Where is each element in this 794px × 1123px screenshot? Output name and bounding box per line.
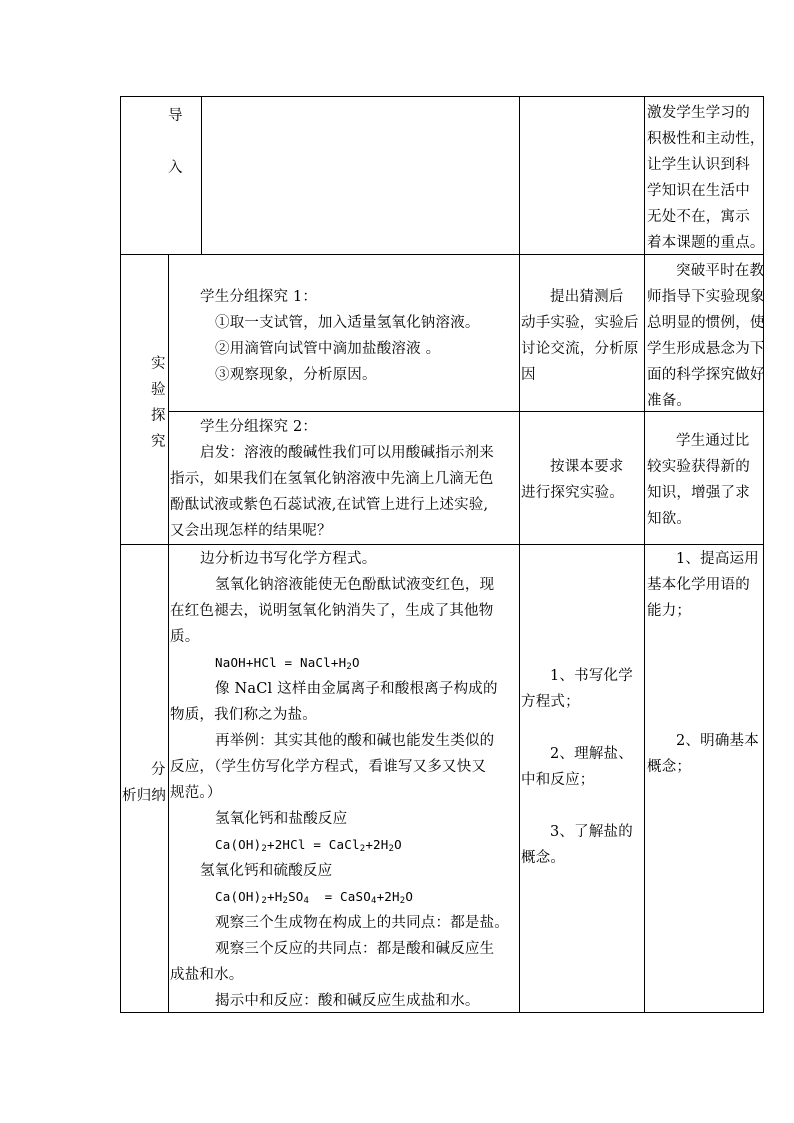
intro-purpose-line: 让学生认识到科 — [647, 157, 750, 173]
analysis-p4: 规范。） — [170, 785, 222, 801]
explore2-student-line: 按课本要求 — [550, 459, 624, 475]
analysis-student-item: 概念。 — [521, 850, 566, 866]
explore1-step: ③观察现象，分析原因。 — [215, 367, 377, 383]
explore2-purpose-line: 较实验获得新的 — [647, 459, 750, 475]
analysis-student-item: 2、理解盐、 — [550, 746, 633, 762]
equation-caoh2-h2so4: $Ca(OH)_2+H_2SO_4$ = $CaSO_4+2H_2O$ — [215, 889, 414, 906]
reaction-label: 氢氧化钙和硫酸反应 — [200, 863, 333, 879]
intro-purpose-line: 学知识在生活中 — [647, 183, 750, 199]
explore1-student-line: 提出猜测后 — [550, 289, 624, 305]
col-divider-intro — [201, 96, 202, 254]
equation-caoh2-hcl: $Ca(OH)_2+2HCl$ = $CaCl_2+2H_2O$ — [215, 837, 402, 854]
analysis-purpose-item: 1、提高运用 — [676, 551, 759, 567]
explore1-purpose-line: 总明显的惯例，使 — [647, 315, 765, 331]
observation-reactions: 观察三个反应的共同点：都是酸和碱反应生 — [215, 941, 495, 957]
analysis-intro: 边分析边书写化学方程式。 — [200, 551, 377, 567]
explore-label-1: 实 — [151, 356, 166, 372]
explore2-title: 学生分组探究 2： — [200, 419, 318, 435]
analysis-student-item: 1、书写化学 — [550, 668, 633, 684]
analysis-p3: 像 NaCl 这样由金属离子和酸根离子构成的 — [215, 681, 498, 697]
neutralization-definition: 揭示中和反应：酸和碱反应生成盐和水。 — [215, 993, 480, 1009]
observation-products: 观察三个生成物在构成上的共同点：都是盐。 — [215, 915, 509, 931]
explore1-purpose-line: 准备。 — [647, 393, 692, 409]
intro-purpose-line: 着本课题的重点。 — [647, 235, 765, 251]
analysis-p2: 氢氧化钠溶液能使无色酚酞试液变红色，现 — [215, 577, 495, 593]
analysis-label-2: 析归纳 — [122, 788, 167, 804]
explore1-purpose-line: 突破平时在教 — [676, 263, 765, 279]
explore-label-2: 验 — [151, 382, 166, 398]
reaction-label: 氢氧化钙和盐酸反应 — [215, 811, 348, 827]
analysis-purpose-item: 2、明确基本 — [676, 733, 759, 749]
observation-reactions: 成盐和水。 — [170, 967, 244, 983]
explore2-student-line: 进行探究实验。 — [521, 485, 624, 501]
analysis-label-1: 分 — [151, 762, 166, 778]
explore1-title: 学生分组探究 1： — [200, 289, 318, 305]
explore1-purpose-line: 面的科学探究做好 — [647, 367, 765, 383]
analysis-p4: 反应，（学生仿写化学方程式，看谁写又多又快又 — [170, 759, 487, 775]
analysis-student-item: 方程式； — [521, 694, 580, 710]
equation-naoh-hcl: NaOH+HCl = $NaCl+H_2O$ — [215, 655, 360, 672]
analysis-purpose-item: 能力； — [647, 603, 692, 619]
explore1-purpose-line: 师指导下实验现象 — [647, 289, 765, 305]
explore2-line: 指示，如果我们在氢氧化钠溶液中先滴上几滴无色 — [170, 471, 494, 487]
intro-purpose-line: 无处不在，寓示 — [647, 209, 750, 225]
intro-label-1: 导 — [168, 108, 183, 124]
explore1-step: ②用滴管向试管中滴加盐酸溶液 。 — [215, 341, 441, 357]
explore-label-4: 究 — [151, 434, 166, 450]
col-divider-student — [519, 96, 520, 1013]
analysis-student-item: 3、了解盐的 — [550, 824, 633, 840]
analysis-p2: 在红色褪去，说明氢氧化钠消失了，生成了其他物 — [170, 603, 494, 619]
explore1-student-line: 动手实验，实验后 — [521, 315, 639, 331]
analysis-purpose-item: 基本化学用语的 — [647, 577, 750, 593]
explore2-purpose-line: 学生通过比 — [676, 433, 750, 449]
explore2-line: 酚酞试液或紫色石蕊试液,在试管上进行上述实验, — [170, 497, 489, 513]
row-divider-explore — [120, 544, 764, 545]
explore1-purpose-line: 学生形成悬念为下 — [647, 341, 765, 357]
analysis-p2: 质。 — [170, 629, 200, 645]
explore2-line: 又会出现怎样的结果呢？ — [170, 523, 332, 539]
table-border-top — [120, 96, 764, 97]
intro-purpose-line: 积极性和主动性， — [647, 131, 765, 147]
explore2-line: 启发：溶液的酸碱性我们可以用酸碱指示剂来 — [200, 445, 494, 461]
analysis-p4: 再举例：其实其他的酸和碱也能发生类似的 — [215, 733, 495, 749]
explore2-purpose-line: 知欲。 — [647, 511, 692, 527]
col-divider-label — [168, 254, 169, 1012]
explore-label-3: 探 — [151, 408, 166, 424]
analysis-student-item: 中和反应； — [521, 772, 595, 788]
analysis-p3: 物质，我们称之为盐。 — [170, 707, 317, 723]
explore1-step: ①取一支试管，加入适量氢氧化钠溶液。 — [215, 315, 480, 331]
intro-purpose-line: 激发学生学习的 — [647, 105, 750, 121]
analysis-purpose-item: 概念； — [647, 759, 692, 775]
intro-label-2: 入 — [168, 160, 183, 176]
explore1-student-line: 因 — [521, 367, 536, 383]
explore2-purpose-line: 知识，增强了求 — [647, 485, 750, 501]
table-border-left — [120, 96, 121, 1013]
col-divider-purpose — [644, 96, 645, 1013]
explore1-student-line: 讨论交流，分析原 — [521, 341, 639, 357]
